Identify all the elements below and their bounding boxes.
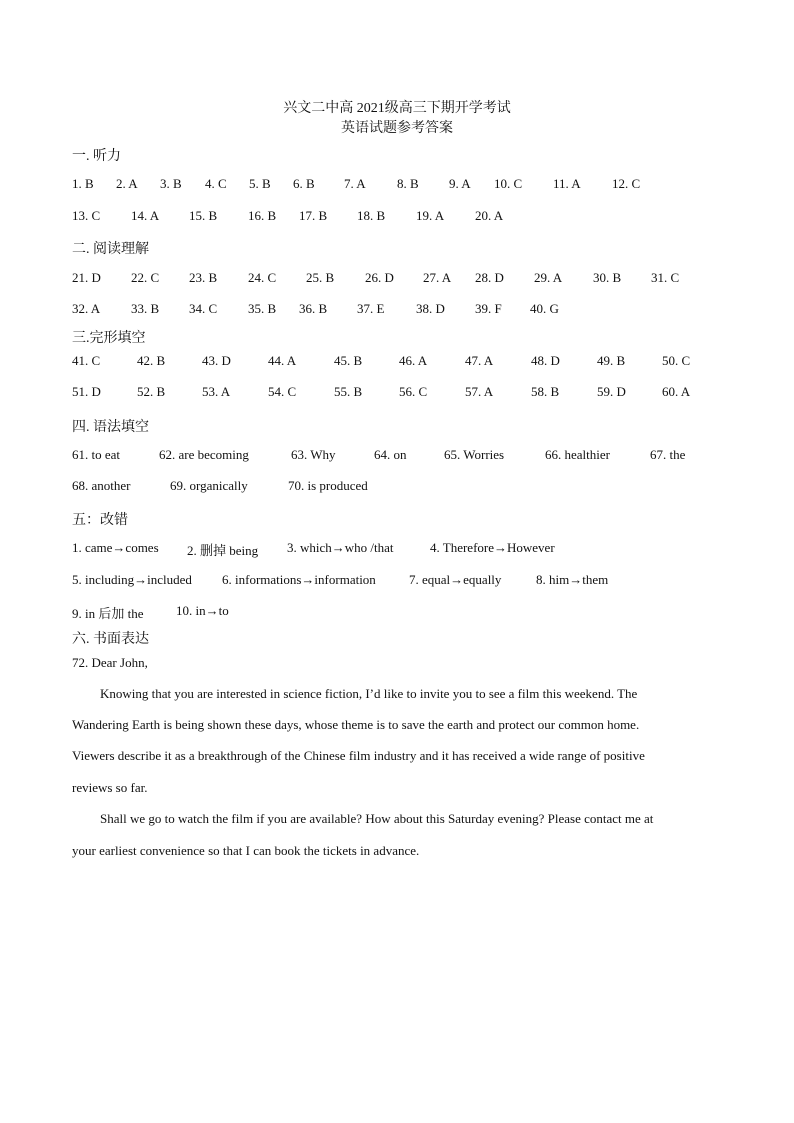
answer-row xyxy=(0,176,794,196)
answer-item: 63. Why xyxy=(291,447,336,462)
answer-item: 5. including→included xyxy=(72,572,192,587)
answer-item: 19. A xyxy=(416,208,445,223)
section-heading-correction: 五：改错 xyxy=(72,513,128,528)
answer-item: 70. is produced xyxy=(288,478,368,493)
answer-item: 15. B xyxy=(189,208,218,223)
answer-item: 13. C xyxy=(72,208,101,223)
letter-paragraph-line: your earliest convenience so that I can book the tickets in advance. xyxy=(72,843,420,858)
answer-item: 55. B xyxy=(334,384,363,399)
answer-item: 40. G xyxy=(530,301,559,316)
answer-item: 36. B xyxy=(299,301,328,316)
answer-item: 7. equal→equally xyxy=(409,572,502,587)
answer-item: 22. C xyxy=(131,270,160,285)
answer-item: 21. D xyxy=(72,270,101,285)
answer-item: 68. another xyxy=(72,478,131,493)
answer-item: 64. on xyxy=(374,447,407,462)
letter-paragraph-line: Knowing that you are interested in science fiction, I’d like to invite you to see a film this weekend. The xyxy=(100,686,638,701)
letter-paragraph-line: reviews so far. xyxy=(72,780,148,795)
answer-item: 8. B xyxy=(397,176,419,191)
answer-item: 47. A xyxy=(465,353,494,368)
answer-item: 30. B xyxy=(593,270,622,285)
answer-item: 53. A xyxy=(202,384,231,399)
answer-item: 43. D xyxy=(202,353,231,368)
answer-item: 31. C xyxy=(651,270,680,285)
answer-item: 32. A xyxy=(72,301,101,316)
answer-item: 24. C xyxy=(248,270,277,285)
answer-item: 61. to eat xyxy=(72,447,121,462)
answer-item: 35. B xyxy=(248,301,277,316)
answer-item: 39. F xyxy=(475,301,502,316)
letter-salutation: 72. Dear John, xyxy=(72,655,148,670)
answer-row xyxy=(0,353,794,373)
answer-item: 23. B xyxy=(189,270,218,285)
letter-paragraph-line: Wandering Earth is being shown these days, whose theme is to save the earth and protect our common home. xyxy=(72,717,640,732)
answer-item: 2. 删掉 being xyxy=(187,543,259,558)
answer-item: 44. A xyxy=(268,353,297,368)
answer-item: 49. B xyxy=(597,353,626,368)
answer-item: 5. B xyxy=(249,176,271,191)
answer-item: 6. B xyxy=(293,176,315,191)
answer-row xyxy=(0,603,794,623)
answer-item: 3. which→who /that xyxy=(287,540,394,555)
answer-item: 66. healthier xyxy=(545,447,610,462)
answer-item: 18. B xyxy=(357,208,386,223)
answer-row xyxy=(0,301,794,321)
answer-item: 1. B xyxy=(72,176,94,191)
answer-item: 26. D xyxy=(365,270,394,285)
answer-item: 62. are becoming xyxy=(159,447,249,462)
answer-row xyxy=(0,478,794,498)
answer-item: 25. B xyxy=(306,270,335,285)
answer-item: 20. A xyxy=(475,208,504,223)
section-heading-grammar: 四. 语法填空 xyxy=(72,420,149,435)
answer-item: 41. C xyxy=(72,353,101,368)
answer-item: 54. C xyxy=(268,384,297,399)
answer-row xyxy=(0,447,794,467)
answer-item: 27. A xyxy=(423,270,452,285)
answer-item: 57. A xyxy=(465,384,494,399)
answer-item: 10. in→to xyxy=(176,603,229,618)
answer-item: 17. B xyxy=(299,208,328,223)
section-heading-cloze: 三.完形填空 xyxy=(72,331,146,346)
answer-item: 12. C xyxy=(612,176,641,191)
answer-item: 28. D xyxy=(475,270,504,285)
answer-item: 8. him→them xyxy=(536,572,609,587)
answer-item: 48. D xyxy=(531,353,560,368)
answer-item: 4. Therefore→However xyxy=(430,540,555,555)
section-heading-listening: 一. 听力 xyxy=(72,149,121,164)
answer-item: 69. organically xyxy=(170,478,248,493)
answer-item: 6. informations→information xyxy=(222,572,376,587)
answer-item: 42. B xyxy=(137,353,166,368)
answer-item: 33. B xyxy=(131,301,160,316)
answer-item: 45. B xyxy=(334,353,363,368)
answer-row xyxy=(0,572,794,592)
answer-item: 37. E xyxy=(357,301,385,316)
answer-item: 1. came→comes xyxy=(72,540,159,555)
answer-item: 58. B xyxy=(531,384,560,399)
answer-item: 59. D xyxy=(597,384,626,399)
answer-item: 29. A xyxy=(534,270,563,285)
answer-item: 2. A xyxy=(116,176,138,191)
answer-item: 14. A xyxy=(131,208,160,223)
answer-row xyxy=(0,384,794,404)
answer-item: 4. C xyxy=(205,176,227,191)
answer-item: 46. A xyxy=(399,353,428,368)
letter-paragraph-line: Shall we go to watch the film if you are available? How about this Saturday evening? Please contact me at xyxy=(100,811,654,826)
document-title: 兴文二中高 2021级高三下期开学考试 xyxy=(283,101,511,116)
section-heading-reading: 二. 阅读理解 xyxy=(72,242,149,257)
answer-row xyxy=(0,270,794,290)
answer-item: 34. C xyxy=(189,301,218,316)
answer-item: 10. C xyxy=(494,176,523,191)
section-heading-writing: 六. 书面表达 xyxy=(72,632,149,647)
answer-row xyxy=(0,208,794,228)
answer-item: 56. C xyxy=(399,384,428,399)
answer-item: 52. B xyxy=(137,384,166,399)
answer-item: 51. D xyxy=(72,384,101,399)
answer-item: 3. B xyxy=(160,176,182,191)
answer-item: 60. A xyxy=(662,384,691,399)
document-subtitle: 英语试题参考答案 xyxy=(341,121,453,136)
answer-item: 9. A xyxy=(449,176,471,191)
answer-item: 11. A xyxy=(553,176,581,191)
answer-item: 67. the xyxy=(650,447,686,462)
answer-item: 16. B xyxy=(248,208,277,223)
answer-item: 9. in 后加 the xyxy=(72,606,144,621)
answer-item: 7. A xyxy=(344,176,366,191)
answer-item: 50. C xyxy=(662,353,691,368)
answer-item: 65. Worries xyxy=(444,447,505,462)
letter-paragraph-line: Viewers describe it as a breakthrough of the Chinese film industry and it has received a wide range of positive xyxy=(72,748,645,763)
answer-row xyxy=(0,540,794,560)
answer-item: 38. D xyxy=(416,301,445,316)
